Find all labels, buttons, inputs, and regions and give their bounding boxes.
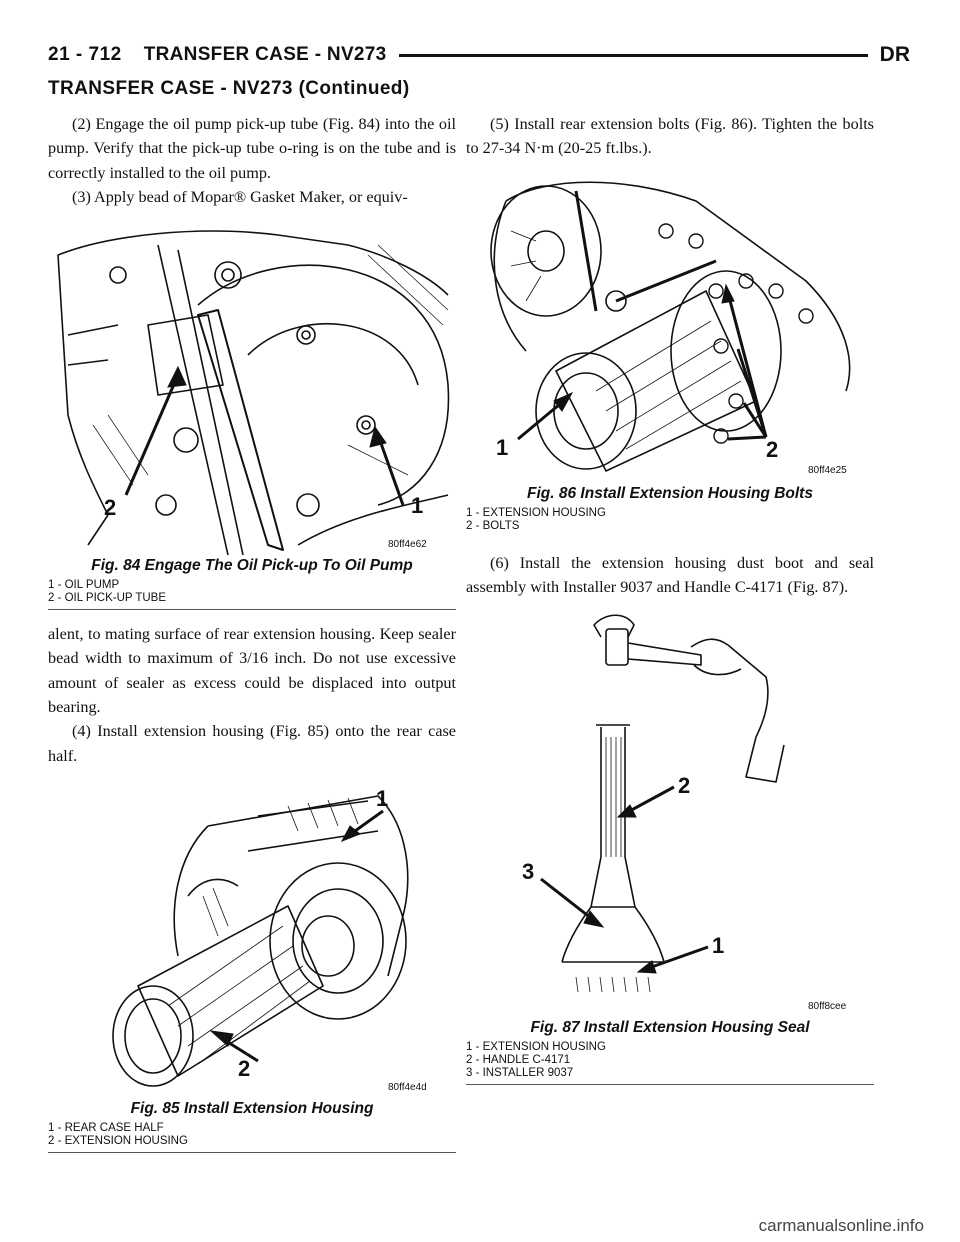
fig87-code: 80ff8cee [808,1001,847,1013]
figure-87-legend [466,1041,874,1085]
header-rule [399,54,868,57]
fig86-callout-2: 2 [766,436,779,462]
figure-87-title: Fig. 87 Install Extension Housing Seal [530,1019,810,1037]
page-number: 21 - 712 [48,44,122,65]
step-2-text: (2) Engage the oil pump pick-up tube (Fig. 84) into the oil pump. Verify that the pick-up tube o-ring is on the tube and is correctly installed to the oil pump. [48,115,456,182]
legend-item: 1 - REAR CASE HALF [48,1121,164,1134]
figure-85-title: Fig. 85 Install Extension Housing [130,1099,374,1117]
step-3-text-end: alent, to mating surface of rear extension housing. Keep sealer bead width to maximum of 3/16 inch. Do not use excessive amount of sealer as excess could be displaced into output bearing. [48,625,456,717]
step-5-text: (5) Install rear extension bolts (Fig. 86). Tighten the bolts to 27-34 N·m (20-25 ft.lbs.). [466,115,874,158]
fig85-callout-1: 1 [376,785,389,811]
fig87-callout-3: 3 [522,859,535,885]
legend-item: 1 - OIL PUMP [48,579,120,592]
fig84-callout-1: 1 [411,493,424,519]
fig85-callout-2: 2 [238,1055,251,1081]
legend-item: 2 - EXTENSION HOUSING [48,1134,188,1147]
fig84-code: 80ff4e62 [388,539,427,551]
legend-item: 3 - INSTALLER 9037 [466,1067,574,1080]
figure-86-legend [466,507,874,537]
step-3-text-start: (3) Apply bead of Mopar® Gasket Maker, or equiv- [72,187,408,206]
header-title: TRANSFER CASE - NV273 [143,44,387,65]
legend-item: 1 - EXTENSION HOUSING [466,506,606,519]
fig84-callout-2: 2 [104,495,117,521]
fig87-callout-2: 2 [678,773,691,799]
legend-item: 2 - BOLTS [466,519,520,532]
section-title: TRANSFER CASE - NV273 (Continued) [48,78,410,99]
fig85-code: 80ff4e4d [388,1081,427,1093]
watermark: carmanualsonline.info [758,1216,924,1235]
figure-85-illustration [48,776,456,1098]
figure-86-illustration [466,171,874,483]
figure-86 [466,171,874,537]
header-code: DR [879,43,910,66]
page-header [48,40,910,70]
figure-86-title: Fig. 86 Install Extension Housing Bolts [527,484,813,502]
figure-87-illustration [466,607,874,1017]
fig86-code: 80ff4e25 [808,464,847,476]
figure-84-illustration [48,215,456,555]
figure-84 [48,215,456,610]
step-6-text: (6) Install the extension housing dust boot and seal assembly with Installer 9037 and Handle C-4171 (Fig. 87). [466,553,874,596]
figure-84-title: Fig. 84 Engage The Oil Pick-up To Oil Pump [91,557,413,575]
step-4-text: (4) Install extension housing (Fig. 85) onto the rear case half. [48,722,456,765]
figure-85-legend [48,1122,456,1153]
legend-item: 2 - OIL PICK-UP TUBE [48,592,167,605]
figure-85 [48,776,456,1153]
figure-84-legend [48,579,456,610]
fig87-callout-1: 1 [712,933,725,959]
legend-item: 1 - EXTENSION HOUSING [466,1041,606,1054]
left-column [48,112,456,1153]
legend-item: 2 - HANDLE C-4171 [466,1054,571,1067]
figure-87 [466,607,874,1085]
fig86-callout-1: 1 [496,434,509,460]
right-column [466,112,874,1085]
